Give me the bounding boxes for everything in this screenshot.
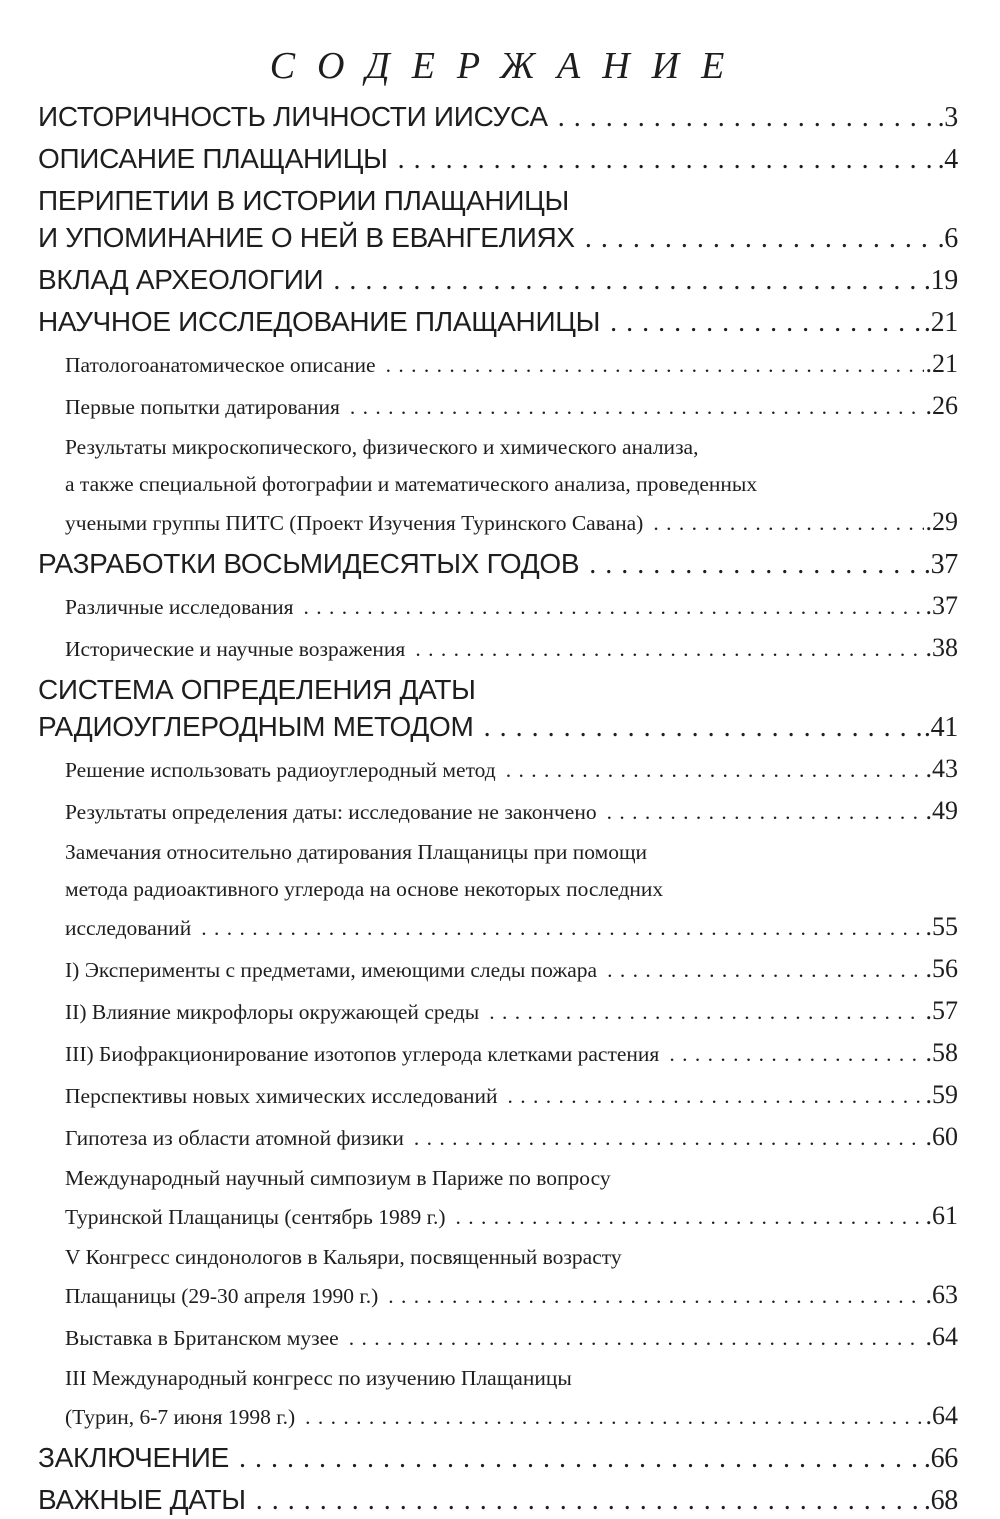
toc-entry-title: ВКЛАД АРХЕОЛОГИИ (38, 264, 324, 295)
leader-dots (508, 1078, 924, 1115)
toc-subentry-title: Результаты микроскопического, физического и химического анализа, (65, 435, 699, 459)
toc-page-number: .26 (925, 391, 958, 420)
toc-subentry-title: Замечания относительно датирования Плащаницы при помощи (65, 840, 648, 864)
toc-subentry-title: Первые попытки датирования (65, 395, 340, 419)
toc-page-number: .64 (925, 1401, 958, 1430)
toc-page-number: .61 (925, 1201, 958, 1230)
toc-subentry[interactable] (38, 1239, 958, 1315)
toc-subentry-title: Перспективы новых химических исследований (65, 1084, 498, 1108)
toc-subentry[interactable] (38, 1318, 958, 1357)
toc-entry-title: РАЗРАБОТКИ ВОСЬМИДЕСЯТЫХ ГОДОВ (38, 548, 580, 579)
leader-dots (456, 1199, 924, 1236)
toc-subentry-title: Международный научный симпозиум в Париже по вопросу (65, 1166, 611, 1190)
toc-entry-title: ПЕРИПЕТИИ В ИСТОРИИ ПЛАЩАНИЦЫ (38, 185, 569, 216)
leader-dots (558, 99, 936, 136)
toc-subentry-title: I) Эксперименты с предметами, имеющими следы пожара (65, 958, 598, 982)
toc-subentry-title: V Конгресс синдонологов в Кальяри, посвященный возрасту (65, 1245, 622, 1269)
toc-page-number: .6 (937, 223, 958, 254)
toc-entry[interactable] (38, 182, 958, 257)
leader-dots (201, 910, 923, 947)
toc-title: СОДЕРЖАНИЕ (269, 45, 747, 87)
toc-entry-title: ЗАКЛЮЧЕНИЕ (38, 1442, 229, 1473)
leader-dots (239, 1440, 922, 1477)
leader-dots (304, 589, 924, 626)
toc-entry-title: ОПИСАНИЕ ПЛАЩАНИЦЫ (38, 143, 388, 174)
toc-subentry-title: III Международный конгресс по изучению Плащаницы (65, 1366, 572, 1390)
toc-page-number: .60 (925, 1122, 958, 1151)
leader-dots (415, 631, 923, 668)
toc-subentry-title-cont: учеными группы ПИТС (Проект Изучения Туринского Савана) (65, 511, 644, 535)
toc-entry[interactable] (38, 303, 958, 341)
toc-subentry-title-cont: а также специальной фотографии и математического анализа, проведенных (65, 472, 758, 496)
toc-subentry[interactable] (38, 1118, 958, 1157)
leader-dots (349, 1320, 924, 1357)
toc-subentry-title-cont: исследований (65, 916, 192, 940)
toc-subentry[interactable] (38, 345, 958, 384)
toc-page-number: .56 (925, 954, 958, 983)
toc-subentry[interactable] (38, 992, 958, 1031)
leader-dots (607, 952, 923, 989)
toc-subentry[interactable] (38, 387, 958, 426)
toc-subentry[interactable] (38, 792, 958, 831)
leader-dots (489, 994, 923, 1031)
toc-subentry-title-cont: метода радиоактивного углерода на основе некоторых последних (65, 877, 664, 901)
toc-subentry-title-cont: Туринской Плащаницы (сентябрь 1989 г.) (65, 1205, 446, 1229)
toc-page-number: .41 (923, 712, 958, 743)
leader-dots (256, 1482, 922, 1519)
toc-page-number: .29 (925, 507, 958, 536)
toc-page-number: .59 (925, 1080, 958, 1109)
toc-entry-title: ИСТОРИЧНОСТЬ ЛИЧНОСТИ ИИСУСА (38, 101, 548, 132)
toc-subentry-title: Выставка в Британском музее (65, 1326, 339, 1350)
toc-subentry-title-cont: (Турин, 6-7 июня 1998 г.) (65, 1405, 296, 1429)
toc-subentry[interactable] (38, 429, 958, 542)
toc-subentry[interactable] (38, 950, 958, 989)
toc-subentry[interactable] (38, 1034, 958, 1073)
toc-page-number: .38 (925, 633, 958, 662)
leader-dots (484, 709, 922, 746)
toc-page-number: .63 (925, 1280, 958, 1309)
toc-entry-title: ВАЖНЫЕ ДАТЫ (38, 1484, 246, 1515)
toc-entry[interactable] (38, 98, 958, 136)
leader-dots (669, 1036, 923, 1073)
leader-dots (653, 505, 923, 542)
toc-subentry-title: Результаты определения даты: исследование не закончено (65, 800, 597, 824)
leader-dots (333, 262, 922, 299)
toc-subentry-title: II) Влияние микрофлоры окружающей среды (65, 1000, 480, 1024)
toc-subentry[interactable] (38, 750, 958, 789)
toc-subentry-title: Различные исследования (65, 595, 294, 619)
toc-subentry-title: Исторические и научные возражения (65, 637, 406, 661)
toc-page-number: .64 (925, 1322, 958, 1351)
toc-page-number: .66 (923, 1443, 958, 1474)
toc-subentry-title-cont: Плащаницы (29-30 апреля 1990 г.) (65, 1284, 379, 1308)
toc-entry-title-cont: РАДИОУГЛЕРОДНЫМ МЕТОДОМ (38, 711, 474, 742)
leader-dots (350, 389, 924, 426)
toc-page-number: .49 (925, 796, 958, 825)
toc-page-number: .55 (925, 912, 958, 941)
toc-subentry-title: Патологоанатомическое описание (65, 353, 376, 377)
toc-page-number: .19 (923, 265, 958, 296)
leader-dots (414, 1120, 924, 1157)
toc-page-number: .43 (925, 754, 958, 783)
toc-page-number: .37 (923, 549, 958, 580)
toc-subentry[interactable] (38, 629, 958, 668)
leader-dots (386, 347, 924, 384)
toc-page-number: .4 (937, 144, 958, 175)
toc-entry[interactable] (38, 140, 958, 178)
toc-entry-title: НАУЧНОЕ ИССЛЕДОВАНИЕ ПЛАЩАНИЦЫ (38, 306, 601, 337)
leader-dots (589, 546, 922, 583)
toc-subentry[interactable] (38, 1076, 958, 1115)
toc-entry[interactable] (38, 1481, 958, 1519)
leader-dots (607, 794, 924, 831)
leader-dots (610, 304, 922, 341)
toc-page-number: .3 (937, 102, 958, 133)
leader-dots (305, 1399, 923, 1436)
toc-subentry[interactable] (38, 1160, 958, 1236)
toc-page-number: .21 (923, 307, 958, 338)
toc-subentry-title: III) Биофракционирование изотопов углерода клетками растения (65, 1042, 660, 1066)
toc-page-number: .57 (925, 996, 958, 1025)
leader-dots (585, 220, 936, 257)
toc-entry-title-cont: И УПОМИНАНИЕ О НЕЙ В ЕВАНГЕЛИЯХ (38, 222, 575, 253)
toc-page-number: .68 (923, 1485, 958, 1516)
toc-subentry[interactable] (38, 834, 958, 947)
toc-subentry[interactable] (38, 587, 958, 626)
leader-dots (398, 141, 936, 178)
leader-dots (506, 752, 924, 789)
leader-dots (388, 1278, 923, 1315)
toc-subentry[interactable] (38, 1360, 958, 1436)
toc-page-number: .37 (925, 591, 958, 620)
toc-page-number: .58 (925, 1038, 958, 1067)
toc-subentry-title: Решение использовать радиоуглеродный метод (65, 758, 496, 782)
toc-entry[interactable] (38, 1439, 958, 1477)
toc-page-number: .21 (925, 349, 958, 378)
toc-entry-title: СИСТЕМА ОПРЕДЕЛЕНИЯ ДАТЫ (38, 674, 476, 705)
toc-entry[interactable] (38, 261, 958, 299)
toc-subentry-title: Гипотеза из области атомной физики (65, 1126, 404, 1150)
toc-entry[interactable] (38, 671, 958, 746)
toc-entry[interactable] (38, 545, 958, 583)
